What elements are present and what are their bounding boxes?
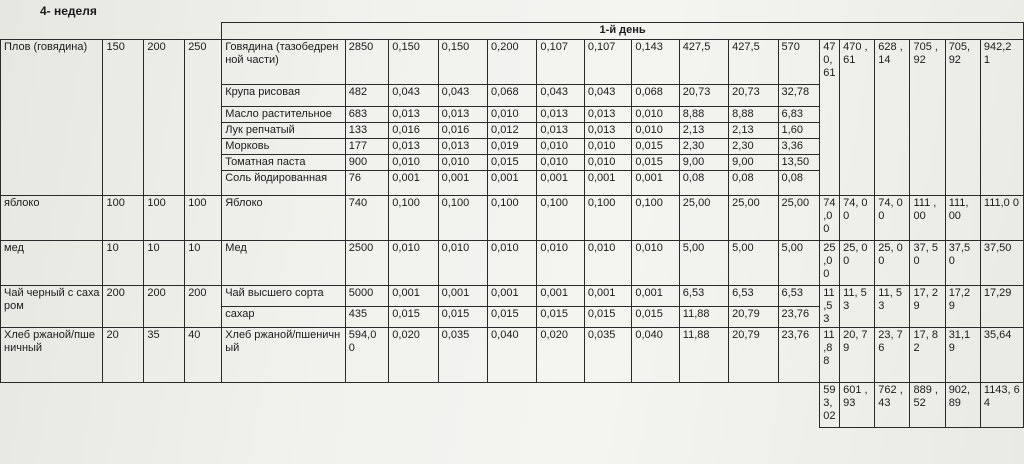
- quantity-cell: 0,001: [632, 286, 679, 307]
- total-cell: 37,50: [980, 241, 1023, 286]
- quantity-cell: 0,015: [438, 307, 487, 328]
- quantity-cell: 0,010: [537, 155, 584, 171]
- cost-cell: 5,00: [729, 241, 778, 286]
- total-cell: 470 ,61: [840, 40, 875, 196]
- grand-total-cell: 59 3, 02: [820, 383, 840, 428]
- quantity-cell: 0,107: [537, 40, 584, 85]
- ingredient-name: Яблоко: [222, 196, 346, 241]
- table-row: [1, 328, 1024, 383]
- quantity-cell: 0,010: [632, 107, 679, 123]
- quantity-cell: 0,015: [389, 307, 438, 328]
- quantity-cell: 0,010: [438, 155, 487, 171]
- total-cell: 47 0, 61: [820, 40, 840, 196]
- ingredient-price: 740: [345, 196, 389, 241]
- quantity-cell: 0,010: [584, 139, 631, 155]
- quantity-cell: 0,010: [438, 241, 487, 286]
- quantity-cell: 0,020: [389, 328, 438, 383]
- quantity-cell: 0,013: [584, 123, 631, 139]
- grams-large: 10: [185, 241, 222, 286]
- total-cell: 25, 00: [875, 241, 910, 286]
- total-cell: 74, 00: [875, 196, 910, 241]
- cost-cell: 11,88: [679, 328, 728, 383]
- quantity-cell: 0,012: [488, 123, 537, 139]
- cost-cell: 32,78: [778, 85, 820, 107]
- total-cell: 111 ,00: [910, 196, 945, 241]
- cost-cell: 2,13: [729, 123, 778, 139]
- total-cell: 25 ,0 0: [820, 241, 840, 286]
- table-row: [1, 196, 1024, 241]
- total-cell: 74 ,0 0: [820, 196, 840, 241]
- quantity-cell: 0,010: [632, 123, 679, 139]
- quantity-cell: 0,010: [488, 241, 537, 286]
- ingredient-name: Морковь: [222, 139, 346, 155]
- quantity-cell: 0,015: [632, 139, 679, 155]
- ingredient-name: Масло растительное: [222, 107, 346, 123]
- grams-medium: 100: [144, 196, 185, 241]
- grams-large: 200: [185, 286, 222, 328]
- grams-large: 100: [185, 196, 222, 241]
- header-row: [1, 23, 1024, 40]
- cost-cell: 427,5: [679, 40, 728, 85]
- total-cell: 17, 29: [910, 286, 945, 328]
- cost-cell: 23,76: [778, 328, 820, 383]
- quantity-cell: 0,100: [438, 196, 487, 241]
- total-cell: 23, 76: [875, 328, 910, 383]
- blank-area: [1, 383, 820, 428]
- quantity-cell: 0,013: [537, 123, 584, 139]
- cost-cell: 20,73: [729, 85, 778, 107]
- quantity-cell: 0,001: [584, 286, 631, 307]
- cost-cell: 6,53: [778, 286, 820, 307]
- cost-cell: 6,53: [729, 286, 778, 307]
- table-row: [1, 286, 1024, 307]
- ingredient-price: 2500: [345, 241, 389, 286]
- quantity-cell: 0,100: [584, 196, 631, 241]
- dish-name: Плов (говядина): [1, 40, 103, 196]
- quantity-cell: 0,013: [438, 139, 487, 155]
- quantity-cell: 0,016: [438, 123, 487, 139]
- grand-total-cell: 1143, 64: [980, 383, 1023, 428]
- ingredient-price: 133: [345, 123, 389, 139]
- grams-small: 20: [103, 328, 144, 383]
- grand-total-cell: 762 ,43: [875, 383, 910, 428]
- grams-small: 150: [103, 40, 144, 196]
- quantity-cell: 0,013: [389, 107, 438, 123]
- grams-small: 100: [103, 196, 144, 241]
- cost-cell: 8,88: [729, 107, 778, 123]
- total-cell: 11, 53: [875, 286, 910, 328]
- cost-cell: 8,88: [679, 107, 728, 123]
- ingredient-name: сахар: [222, 307, 346, 328]
- ingredient-price: 482: [345, 85, 389, 107]
- ingredient-name: Чай высшего сорта: [222, 286, 346, 307]
- ingredient-price: 900: [345, 155, 389, 171]
- ingredient-price: 5000: [345, 286, 389, 307]
- cost-cell: 6,83: [778, 107, 820, 123]
- cost-cell: 0,08: [679, 171, 728, 196]
- quantity-cell: 0,015: [488, 155, 537, 171]
- quantity-cell: 0,100: [632, 196, 679, 241]
- grams-medium: 10: [144, 241, 185, 286]
- grams-medium: 200: [144, 286, 185, 328]
- cost-cell: 25,00: [679, 196, 728, 241]
- ingredient-price: 683: [345, 107, 389, 123]
- grand-total-cell: 889 ,52: [910, 383, 945, 428]
- quantity-cell: 0,001: [537, 171, 584, 196]
- total-cell: 74, 00: [840, 196, 875, 241]
- total-cell: 31,1 9: [945, 328, 980, 383]
- cost-cell: 0,08: [778, 171, 820, 196]
- quantity-cell: 0,013: [584, 107, 631, 123]
- quantity-cell: 0,013: [389, 139, 438, 155]
- total-cell: 17,29: [980, 286, 1023, 328]
- total-cell: 942,2 1: [980, 40, 1023, 196]
- quantity-cell: 0,010: [632, 241, 679, 286]
- day-label: 1-й день: [222, 23, 1024, 40]
- cost-cell: 5,00: [778, 241, 820, 286]
- cost-cell: 25,00: [729, 196, 778, 241]
- ingredient-name: Крупа рисовая: [222, 85, 346, 107]
- ingredient-price: 435: [345, 307, 389, 328]
- dish-name: мед: [1, 241, 103, 286]
- cost-cell: 570: [778, 40, 820, 85]
- quantity-cell: 0,010: [584, 241, 631, 286]
- quantity-cell: 0,010: [537, 241, 584, 286]
- cost-cell: 427,5: [729, 40, 778, 85]
- quantity-cell: 0,040: [632, 328, 679, 383]
- cost-cell: 5,00: [679, 241, 728, 286]
- quantity-cell: 0,001: [438, 286, 487, 307]
- quantity-cell: 0,010: [584, 155, 631, 171]
- quantity-cell: 0,150: [389, 40, 438, 85]
- cost-cell: 9,00: [679, 155, 728, 171]
- menu-cost-table: [0, 22, 1024, 428]
- quantity-cell: 0,043: [389, 85, 438, 107]
- total-cell: 111,0 0: [980, 196, 1023, 241]
- ingredient-price: 594,0 0: [345, 328, 389, 383]
- total-cell: 11 ,5 3: [820, 286, 840, 328]
- quantity-cell: 0,150: [438, 40, 487, 85]
- table-row: [1, 40, 1024, 85]
- quantity-cell: 0,040: [488, 328, 537, 383]
- quantity-cell: 0,010: [537, 139, 584, 155]
- quantity-cell: 0,200: [488, 40, 537, 85]
- total-cell: 111, 00: [945, 196, 980, 241]
- ingredient-name: Соль йодированная: [222, 171, 346, 196]
- grams-medium: 35: [144, 328, 185, 383]
- grand-total-row: [1, 383, 1024, 428]
- dish-name: Хлеб ржаной/пшеничный: [1, 328, 103, 383]
- cost-cell: 3,36: [778, 139, 820, 155]
- cost-cell: 9,00: [729, 155, 778, 171]
- total-cell: 20, 79: [840, 328, 875, 383]
- total-cell: 37,5 0: [945, 241, 980, 286]
- total-cell: 37, 50: [910, 241, 945, 286]
- quantity-cell: 0,001: [389, 171, 438, 196]
- total-cell: 705 ,92: [910, 40, 945, 196]
- grams-large: 40: [185, 328, 222, 383]
- quantity-cell: 0,013: [438, 107, 487, 123]
- quantity-cell: 0,100: [389, 196, 438, 241]
- cost-cell: 6,53: [679, 286, 728, 307]
- grand-total-cell: 902, 89: [945, 383, 980, 428]
- quantity-cell: 0,068: [488, 85, 537, 107]
- quantity-cell: 0,107: [584, 40, 631, 85]
- total-cell: 17,2 9: [945, 286, 980, 328]
- total-cell: 17, 82: [910, 328, 945, 383]
- cost-cell: 2,30: [729, 139, 778, 155]
- quantity-cell: 0,013: [537, 107, 584, 123]
- total-cell: 628 ,14: [875, 40, 910, 196]
- ingredient-name: Мед: [222, 241, 346, 286]
- quantity-cell: 0,143: [632, 40, 679, 85]
- total-cell: 25, 00: [840, 241, 875, 286]
- quantity-cell: 0,001: [488, 286, 537, 307]
- cost-cell: 2,30: [679, 139, 728, 155]
- total-cell: 705, 92: [945, 40, 980, 196]
- quantity-cell: 0,100: [488, 196, 537, 241]
- total-cell: 35,64: [980, 328, 1023, 383]
- quantity-cell: 0,015: [537, 307, 584, 328]
- quantity-cell: 0,010: [389, 241, 438, 286]
- quantity-cell: 0,001: [584, 171, 631, 196]
- quantity-cell: 0,043: [438, 85, 487, 107]
- ingredient-price: 177: [345, 139, 389, 155]
- quantity-cell: 0,015: [488, 307, 537, 328]
- cost-cell: 23,76: [778, 307, 820, 328]
- cost-cell: 25,00: [778, 196, 820, 241]
- quantity-cell: 0,015: [584, 307, 631, 328]
- quantity-cell: 0,043: [537, 85, 584, 107]
- grams-large: 250: [185, 40, 222, 196]
- quantity-cell: 0,043: [584, 85, 631, 107]
- grams-small: 200: [103, 286, 144, 328]
- ingredient-name: Говядина (тазобедренной части): [222, 40, 346, 85]
- cost-cell: 2,13: [679, 123, 728, 139]
- ingredient-name: Лук репчатый: [222, 123, 346, 139]
- cost-cell: 20,73: [679, 85, 728, 107]
- ingredient-price: 76: [345, 171, 389, 196]
- quantity-cell: 0,001: [632, 171, 679, 196]
- quantity-cell: 0,035: [584, 328, 631, 383]
- quantity-cell: 0,068: [632, 85, 679, 107]
- grams-medium: 200: [144, 40, 185, 196]
- quantity-cell: 0,100: [537, 196, 584, 241]
- total-cell: 11 ,8 8: [820, 328, 840, 383]
- quantity-cell: 0,016: [389, 123, 438, 139]
- grams-small: 10: [103, 241, 144, 286]
- cost-cell: 11,88: [679, 307, 728, 328]
- total-cell: 11, 53: [840, 286, 875, 328]
- table-row: [1, 241, 1024, 286]
- grand-total-cell: 601 ,93: [840, 383, 875, 428]
- cost-cell: 1,60: [778, 123, 820, 139]
- ingredient-price: 2850: [345, 40, 389, 85]
- quantity-cell: 0,020: [537, 328, 584, 383]
- ingredient-name: Хлеб ржаной/пшеничный: [222, 328, 346, 383]
- ingredient-name: Томатная паста: [222, 155, 346, 171]
- cost-cell: 20,79: [729, 307, 778, 328]
- quantity-cell: 0,010: [389, 155, 438, 171]
- quantity-cell: 0,001: [438, 171, 487, 196]
- quantity-cell: 0,001: [389, 286, 438, 307]
- quantity-cell: 0,001: [537, 286, 584, 307]
- dish-name: яблоко: [1, 196, 103, 241]
- quantity-cell: 0,019: [488, 139, 537, 155]
- cost-cell: 0,08: [729, 171, 778, 196]
- week-label: 4- неделя: [40, 4, 97, 18]
- cost-cell: 13,50: [778, 155, 820, 171]
- quantity-cell: 0,015: [632, 307, 679, 328]
- dish-name: Чай черный с сахаром: [1, 286, 103, 328]
- quantity-cell: 0,035: [438, 328, 487, 383]
- quantity-cell: 0,001: [488, 171, 537, 196]
- quantity-cell: 0,010: [488, 107, 537, 123]
- cost-cell: 20,79: [729, 328, 778, 383]
- quantity-cell: 0,015: [632, 155, 679, 171]
